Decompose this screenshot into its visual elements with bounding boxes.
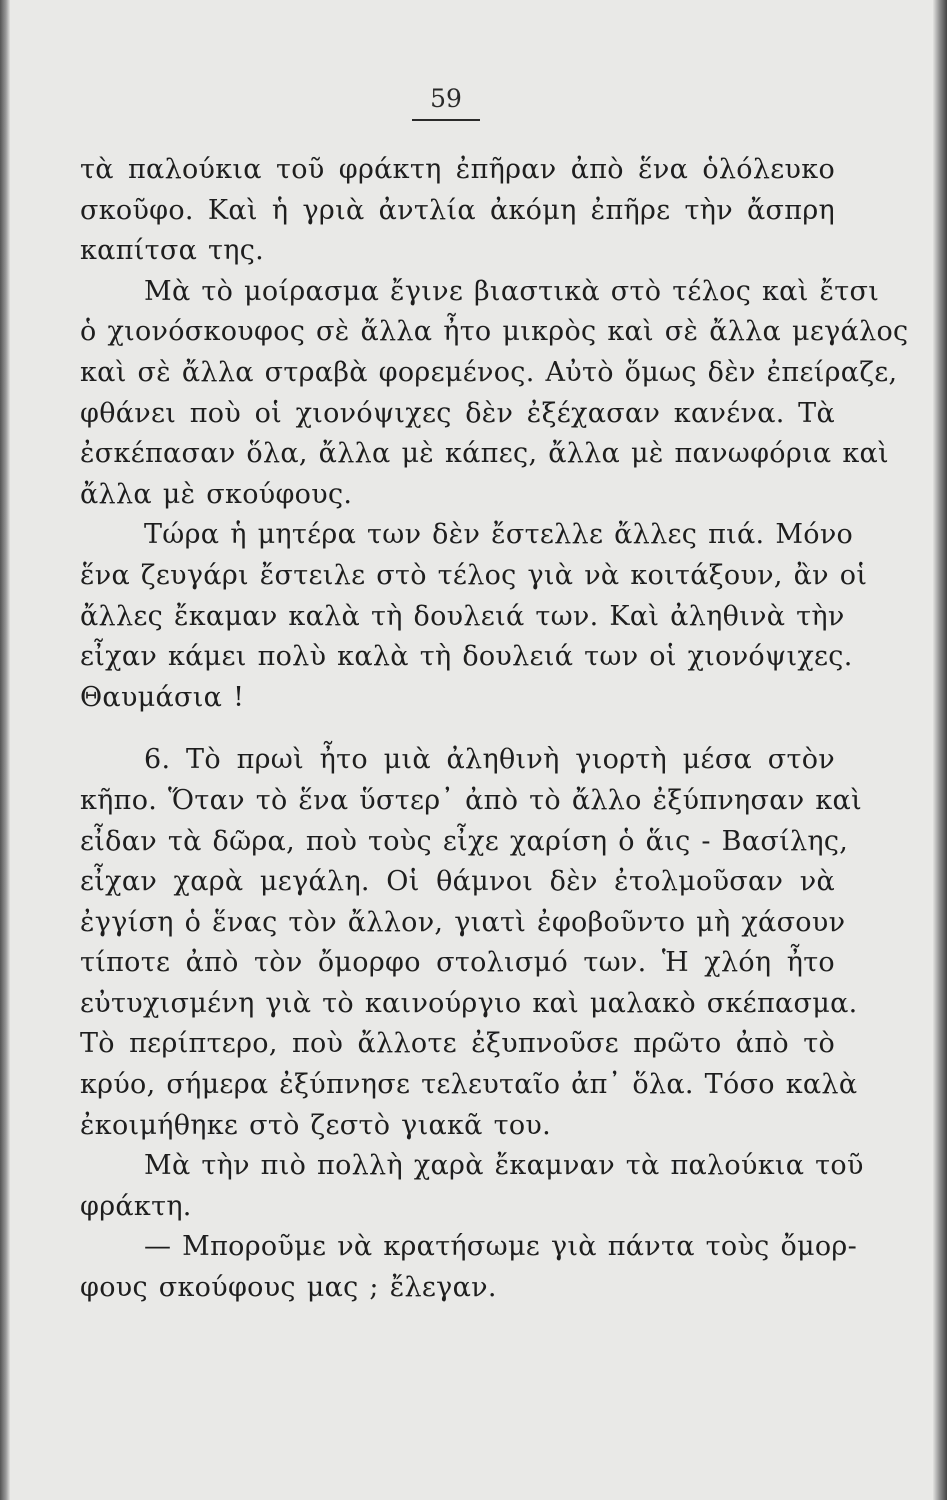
section-gap xyxy=(80,718,835,740)
text-line: τίποτε ἀπὸ τὸν ὄμορφο στολισμό των. Ἡ χλόη ἦτο xyxy=(80,947,835,979)
text-line: φράκτη. xyxy=(80,1190,192,1222)
text-line: Θαυμάσια ! xyxy=(80,681,245,713)
paragraph xyxy=(80,740,862,1146)
text-line: καὶ σὲ ἄλλα στραβὰ φορεμένος. Αὐτὸ ὅμως δὲν ἐπείραζε, xyxy=(80,356,898,388)
text-line: Τὸ περίπτερο, ποὺ ἄλλοτε ἐξυπνοῦσε πρῶτο ἀπὸ τὸ xyxy=(80,1028,835,1060)
text-line: ἄλλα μὲ σκούφους. xyxy=(80,478,353,510)
text-line: φθάνει ποὺ οἱ χιονόψιχες δὲν ἐξέχασαν κανένα. Τὰ xyxy=(80,397,835,429)
text-line: Τώρα ἡ μητέρα των δὲν ἔστελλε ἄλλες πιά. Μόνο xyxy=(144,519,854,551)
page-edge-right xyxy=(933,0,947,1500)
text-line: σκοῦφο. Καὶ ἡ γριὰ ἀντλία ἀκόμη ἐπῆρε τὴν ἄσπρη xyxy=(80,194,835,226)
text-line: ἕνα ζευγάρι ἔστειλε στὸ τέλος γιὰ νὰ κοιτάξουν, ἂν οἱ xyxy=(80,559,868,591)
page-edge-left xyxy=(0,0,10,1500)
text-line: ὁ χιονόσκουφος σὲ ἄλλα ἦτο μικρὸς καὶ σὲ ἄλλα μεγάλος xyxy=(80,316,909,348)
text-line: καπίτσα της. xyxy=(80,235,265,267)
text-line: φους σκούφους μας ; ἔλεγαν. xyxy=(80,1272,497,1304)
text-line: Μὰ τὸ μοίρασμα ἔγινε βιαστικὰ στὸ τέλος καὶ ἔτσι xyxy=(144,275,880,307)
text-line: ἐσκέπασαν ὅλα, ἄλλα μὲ κάπες, ἄλλα μὲ πανωφόρια καὶ xyxy=(80,438,889,470)
text-line: ἄλλες ἔκαμαν καλὰ τὴ δουλειά των. Καὶ ἀληθινὰ τὴν xyxy=(80,600,845,632)
text-line: κῆπο. Ὅταν τὸ ἕνα ὕστερ᾽ ἀπὸ τὸ ἄλλο ἐξύπνησαν καὶ xyxy=(80,784,862,816)
paragraph xyxy=(80,1227,858,1308)
paragraph xyxy=(80,1146,864,1227)
paragraph xyxy=(80,515,868,718)
text-line: εἶχαν χαρὰ μεγάλη. Οἱ θάμνοι δὲν ἐτολμοῦσαν νὰ xyxy=(80,866,835,898)
body-text xyxy=(80,150,909,1309)
text-line: τὰ παλούκια τοῦ φράκτη ἐπῆραν ἀπὸ ἕνα ὁλόλευκο xyxy=(80,154,835,185)
text-line: εἶδαν τὰ δῶρα, ποὺ τοὺς εἶχε χαρίση ὁ ἅις - Βασίλης, xyxy=(80,825,849,857)
paragraph xyxy=(80,272,909,516)
text-line: κρύο, σήμερα ἐξύπνησε τελευταῖο ἀπ᾽ ὅλα. Τόσο καλὰ xyxy=(80,1069,858,1101)
text-line: εἶχαν κάμει πολὺ καλὰ τὴ δουλειά των οἱ χιονόψιχες. xyxy=(80,641,853,673)
text-line: ἐγγίση ὁ ἕνας τὸν ἄλλον, γιατὶ ἐφοβοῦντο μὴ χάσουν xyxy=(80,906,846,938)
text-line: Μὰ τὴν πιὸ πολλὴ χαρὰ ἔκαμναν τὰ παλούκια τοῦ xyxy=(144,1150,864,1182)
text-line: — Μποροῦμε νὰ κρατήσωμε γιὰ πάντα τοὺς ὄμορ- xyxy=(144,1231,858,1263)
paragraph xyxy=(80,150,835,272)
page-number: 59 xyxy=(412,84,480,121)
text-line: εὐτυχισμένη γιὰ τὸ καινούργιο καὶ μαλακὸ σκέπασμα. xyxy=(80,987,858,1019)
text-line: 6. Τὸ πρωὶ ἦτο μιὰ ἀληθινὴ γιορτὴ μέσα στὸν xyxy=(144,744,835,776)
text-line: ἐκοιμήθηκε στὸ ζεστὸ γιακᾶ του. xyxy=(80,1109,551,1141)
